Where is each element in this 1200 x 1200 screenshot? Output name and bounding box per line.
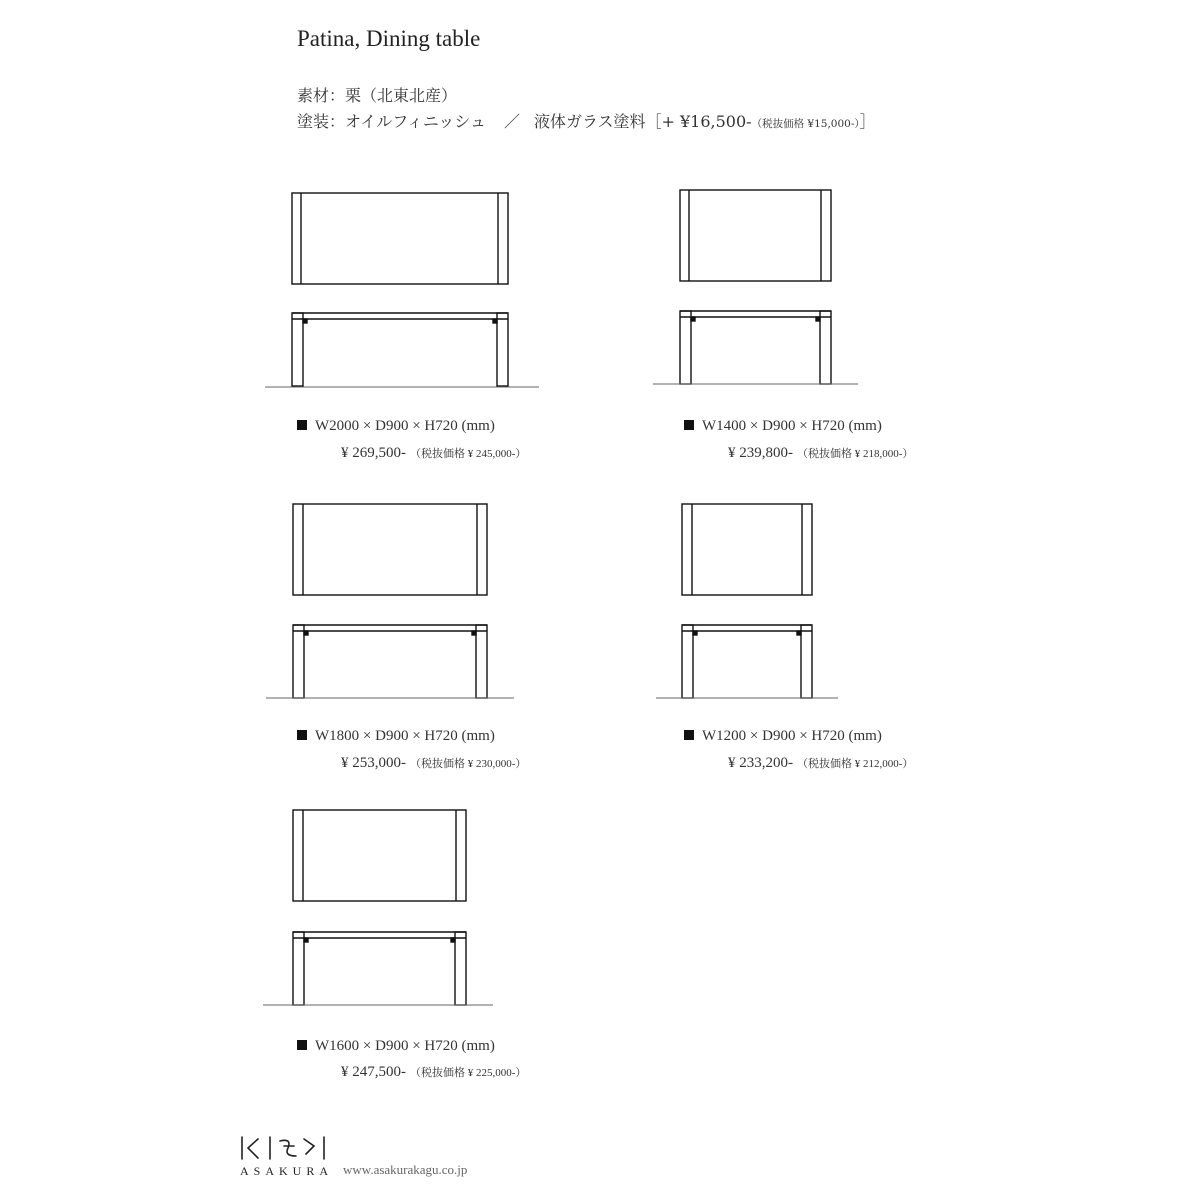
tax-note: （税抜価格 ¥ 230,000-） bbox=[410, 758, 527, 770]
finish-separator: ／ bbox=[503, 112, 520, 131]
tax-note: （税抜価格 ¥ 225,000-） bbox=[410, 1067, 527, 1079]
side-view bbox=[263, 932, 493, 1005]
asakura-logo-icon bbox=[240, 1134, 330, 1162]
table-drawing-w1600 bbox=[263, 810, 493, 1005]
table-drawing-w1200 bbox=[656, 504, 838, 698]
size-text: W1800 × D900 × H720 (mm) bbox=[315, 728, 495, 744]
bullet-square-icon bbox=[684, 420, 694, 430]
price-w1200 bbox=[728, 755, 913, 772]
side-view bbox=[656, 625, 838, 698]
top-view bbox=[293, 810, 466, 901]
size-text: W1600 × D900 × H720 (mm) bbox=[315, 1038, 495, 1054]
tax-note: （税抜価格 ¥ 212,000-） bbox=[797, 758, 914, 770]
side-view bbox=[265, 313, 539, 387]
price-text: ¥ 239,800- bbox=[728, 445, 793, 461]
bullet-square-icon bbox=[297, 420, 307, 430]
page-title: Patina, Dining table bbox=[297, 26, 481, 51]
finish-main: 塗装：オイルフィニッシュ bbox=[297, 112, 486, 131]
size-label-w1600 bbox=[297, 1038, 495, 1055]
finish-option: 液体ガラス塗料［+ ¥16,500- bbox=[533, 112, 752, 131]
price-w1800 bbox=[341, 755, 526, 772]
top-view bbox=[680, 190, 831, 281]
top-view bbox=[292, 193, 508, 284]
size-label-w1400 bbox=[684, 418, 882, 435]
price-text: ¥ 253,000- bbox=[341, 755, 406, 771]
size-text: W1400 × D900 × H720 (mm) bbox=[702, 418, 882, 434]
finish-option-close: ］ bbox=[859, 112, 876, 131]
top-view bbox=[682, 504, 812, 595]
size-label-w1200 bbox=[684, 728, 882, 745]
price-text: ¥ 233,200- bbox=[728, 755, 793, 771]
table-drawing-w2000 bbox=[265, 193, 539, 387]
material-spec: 素材：栗（北東北産） bbox=[297, 86, 458, 105]
bullet-square-icon bbox=[684, 730, 694, 740]
price-w1600 bbox=[341, 1064, 526, 1081]
bullet-square-icon bbox=[297, 1040, 307, 1050]
price-text: ¥ 247,500- bbox=[341, 1064, 406, 1080]
table-drawing-w1400 bbox=[653, 190, 858, 384]
tax-note: （税抜価格 ¥ 218,000-） bbox=[797, 448, 914, 460]
table-drawing-w1800 bbox=[266, 504, 514, 698]
brand-name: ASAKURA bbox=[240, 1164, 334, 1178]
size-label-w2000 bbox=[297, 418, 495, 435]
website-link[interactable]: www.asakurakagu.co.jp bbox=[343, 1162, 468, 1177]
price-text: ¥ 269,500- bbox=[341, 445, 406, 461]
price-w2000 bbox=[341, 445, 526, 462]
bullet-square-icon bbox=[297, 730, 307, 740]
size-text: W1200 × D900 × H720 (mm) bbox=[702, 728, 882, 744]
finish-option-tax: （税抜価格 ¥15,000-） bbox=[751, 118, 860, 130]
price-w1400 bbox=[728, 445, 913, 462]
side-view bbox=[653, 311, 858, 384]
size-text: W2000 × D900 × H720 (mm) bbox=[315, 418, 495, 434]
top-view bbox=[293, 504, 487, 595]
size-label-w1800 bbox=[297, 728, 495, 745]
side-view bbox=[266, 625, 514, 698]
tax-note: （税抜価格 ¥ 245,000-） bbox=[410, 448, 527, 460]
